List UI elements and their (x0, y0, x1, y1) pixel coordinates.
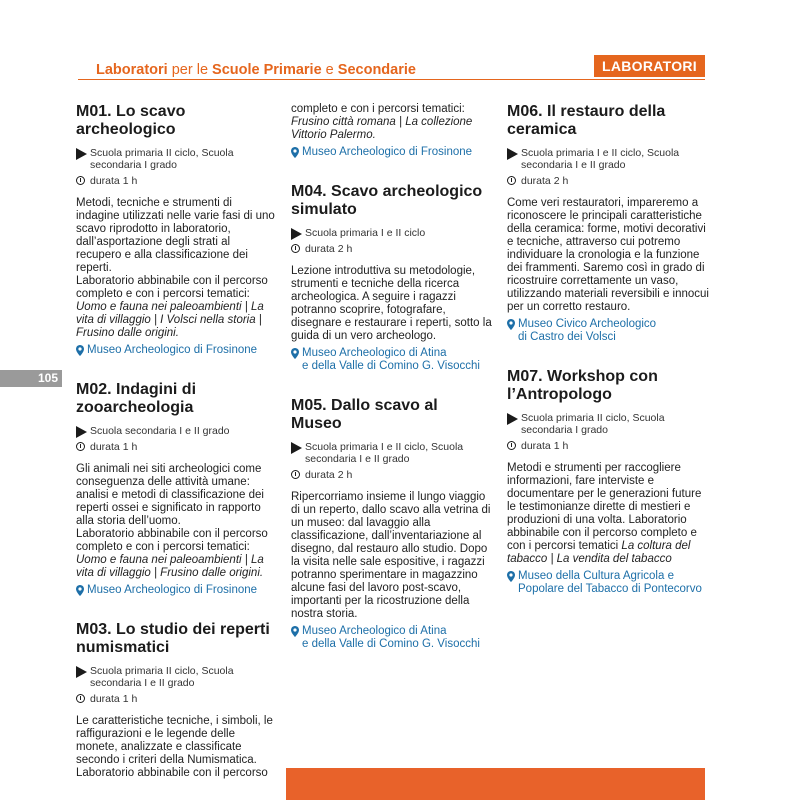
museum-name: Museo Archeologico di Atina (302, 347, 447, 359)
header-rule (78, 79, 705, 80)
lab-m02 (76, 381, 278, 597)
map-pin-icon (291, 147, 299, 158)
lab-description (76, 463, 278, 580)
lab-description: Lezione introduttiva su metodologie, strumenti e tecniche della ricerca archeologica. A seguire i ragazzi potranno scoprire, fotografare, disegnare e restaurare i reperti, sotto la guida di un vero archeologo. (291, 265, 492, 342)
lab-description: Come veri restauratori, impareremo a riconoscere le principali caratteristiche della ceramica: forme, motivi decorativi e tecniche, attraverso cui potremo individuare la cronologia e la funzione dei frammenti. Saremo così in grado di ricostruire correttamente un vaso, utilizzando materiali reversibili e innocui per un corretto restauro. (507, 197, 709, 313)
footer-bar (286, 768, 705, 800)
lab-m03-continued (291, 103, 492, 159)
level-text: Scuola secondaria I e II grado (90, 425, 230, 437)
map-pin-icon (291, 348, 299, 359)
duration-row (291, 243, 492, 255)
lab-m06 (507, 103, 712, 344)
level-row (76, 425, 278, 437)
museum-link[interactable] (507, 318, 712, 344)
running-header (96, 62, 416, 78)
level-row (291, 441, 492, 465)
combo-text: Laboratorio abbinabile con il percorso completo e con i percorsi tematici: (76, 528, 268, 553)
level-text: Scuola primaria I e II ciclo (305, 227, 426, 239)
themes-text: Uomo e fauna nei paleoambienti | La vita di villaggio | I Volsci nella storia | Frusino dalle origini. (76, 301, 264, 339)
play-triangle-icon (76, 426, 87, 438)
duration-row (76, 693, 278, 705)
museum-name-line2: di Castro dei Volsci (518, 331, 616, 343)
museum-link[interactable] (76, 344, 278, 357)
level-text: Scuola primaria II ciclo, Scuola secondaria I grado (90, 147, 234, 171)
museum-name: Museo Archeologico di Atina (302, 625, 447, 637)
header-primarie: Scuole Primarie (212, 62, 322, 78)
lab-title: M01. Lo scavo archeologico (76, 103, 186, 138)
duration-text: durata 1 h (90, 441, 138, 453)
duration-text: durata 2 h (521, 175, 569, 187)
desc-text: Metodi e strumenti per raccogliere informazioni, fare interviste e documentare per le generazioni future le testimonianze dirette di mestieri e produzioni di una volta. Laboratorio abbinabile con il percorso completo e con i percorsi tematici (507, 462, 702, 552)
duration-row (507, 440, 712, 452)
play-triangle-icon (507, 148, 518, 160)
museum-link[interactable] (291, 146, 492, 159)
lab-title: M05. Dallo scavo al Museo (291, 397, 438, 432)
lab-title: M03. Lo studio dei reperti numismatici (76, 621, 270, 656)
column-1 (76, 103, 278, 804)
level-row (76, 147, 278, 171)
level-text: Scuola primaria I e II ciclo, Scuola secondaria I e II grado (305, 441, 464, 465)
lab-title: M06. Il restauro della ceramica (507, 103, 666, 138)
play-triangle-icon (76, 148, 87, 160)
themes-text: Frusino città romana | La collezione Vittorio Palermo. (291, 116, 473, 141)
level-row (76, 665, 278, 689)
duration-row (76, 441, 278, 453)
museum-name: Museo della Cultura Agricola e (518, 570, 674, 582)
lab-description (507, 462, 712, 566)
play-triangle-icon (291, 442, 302, 454)
museum-name: Museo Civico Archeologico (518, 318, 657, 330)
map-pin-icon (76, 585, 84, 596)
clock-icon (507, 441, 516, 450)
column-2 (291, 103, 492, 675)
duration-text: durata 1 h (521, 440, 569, 452)
clock-icon (76, 694, 85, 703)
page-number: 105 (0, 370, 62, 387)
duration-text: durata 1 h (90, 693, 138, 705)
museum-link[interactable] (291, 347, 492, 373)
header-laboratori: Laboratori (96, 62, 168, 78)
map-pin-icon (507, 571, 515, 582)
clock-icon (76, 176, 85, 185)
lab-title: M07. Workshop con l’Antropologo (507, 368, 658, 403)
level-row (507, 412, 712, 436)
clock-icon (291, 470, 300, 479)
museum-link[interactable] (76, 584, 278, 597)
desc-text: Gli animali nei siti archeologici come conseguenza delle attività umane: analisi e metodi di classificazione dei reperti ossei e significato in rapporto alla storia dell’uomo. (76, 463, 264, 527)
level-text: Scuola primaria II ciclo, Scuola secondaria I grado (521, 412, 665, 436)
lab-description: Ripercorriamo insieme il lungo viaggio di un reperto, dallo scavo alla vetrina di un museo: dal lavaggio alla classificazione, dall’inventariazione al disegno, dal restauro allo studio. Dopo la visita nelle sale espositive, i ragazzi potranno sperimentare in magazzino alcune fasi del lavoro post-scavo, importanti per la ricostruzione della nostra storia. (291, 491, 491, 620)
section-tab: LABORATORI (594, 55, 705, 77)
map-pin-icon (76, 345, 84, 356)
lab-description (76, 197, 278, 340)
duration-text: durata 1 h (90, 175, 138, 187)
lab-title: M04. Scavo archeologico simulato (291, 183, 483, 218)
themes-text: La coltura del tabacco | La vendita del tabacco (507, 540, 691, 565)
desc-text: Metodi, tecniche e strumenti di indagine utilizzati nelle varie fasi di uno scavo riprodotto in laboratorio, dall’asportazione degli strati al recupero e alla classificazione dei reperti. (76, 197, 275, 274)
clock-icon (507, 176, 516, 185)
column-3 (507, 103, 712, 620)
lab-m01 (76, 103, 278, 357)
lab-m07 (507, 368, 712, 596)
header-secondarie: Secondarie (337, 62, 416, 78)
duration-text: durata 2 h (305, 469, 353, 481)
museum-name-line2: e della Valle di Comino G. Visocchi (302, 638, 480, 650)
duration-text: durata 2 h (305, 243, 353, 255)
play-triangle-icon (291, 228, 302, 240)
level-text: Scuola primaria II ciclo, Scuola secondaria I e II grado (90, 665, 234, 689)
map-pin-icon (291, 626, 299, 637)
level-text: Scuola primaria I e II ciclo, Scuola secondaria I e II grado (521, 147, 680, 171)
lab-m03 (76, 621, 278, 780)
museum-name: Museo Archeologico di Frosinone (302, 146, 473, 158)
map-pin-icon (507, 319, 515, 330)
play-triangle-icon (76, 666, 87, 678)
lab-title: M02. Indagini di zooarcheologia (76, 381, 197, 416)
duration-row (507, 175, 712, 187)
museum-link[interactable] (291, 625, 492, 651)
museum-name: Museo Archeologico di Frosinone (87, 344, 258, 356)
clock-icon (291, 244, 300, 253)
lab-m04 (291, 183, 492, 373)
museum-name: Museo Archeologico di Frosinone (87, 584, 258, 596)
play-triangle-icon (507, 413, 518, 425)
museum-name-line2: e della Valle di Comino G. Visocchi (302, 360, 480, 372)
combo-text: completo e con i percorsi tematici: (291, 103, 465, 115)
level-row (507, 147, 712, 171)
header-e: e (321, 62, 338, 78)
header-per-le: per le (167, 62, 213, 78)
museum-name-line2: Popolare del Tabacco di Pontecorvo (518, 583, 702, 595)
museum-link[interactable] (507, 570, 712, 596)
duration-row (291, 469, 492, 481)
combo-text: Laboratorio abbinabile con il percorso completo e con i percorsi tematici: (76, 275, 268, 300)
lab-description: Le caratteristiche tecniche, i simboli, le raffigurazioni e le legende delle monete, analizzate e classificate secondo i criteri della Numismatica. Laboratorio abbinabile con il percorso (76, 715, 273, 779)
themes-text: Uomo e fauna nei paleoambienti | La vita di villaggio | Frusino dalle origini. (76, 554, 264, 579)
lab-m05 (291, 397, 492, 651)
continued-text (291, 103, 492, 142)
level-row (291, 227, 492, 239)
clock-icon (76, 442, 85, 451)
duration-row (76, 175, 278, 187)
